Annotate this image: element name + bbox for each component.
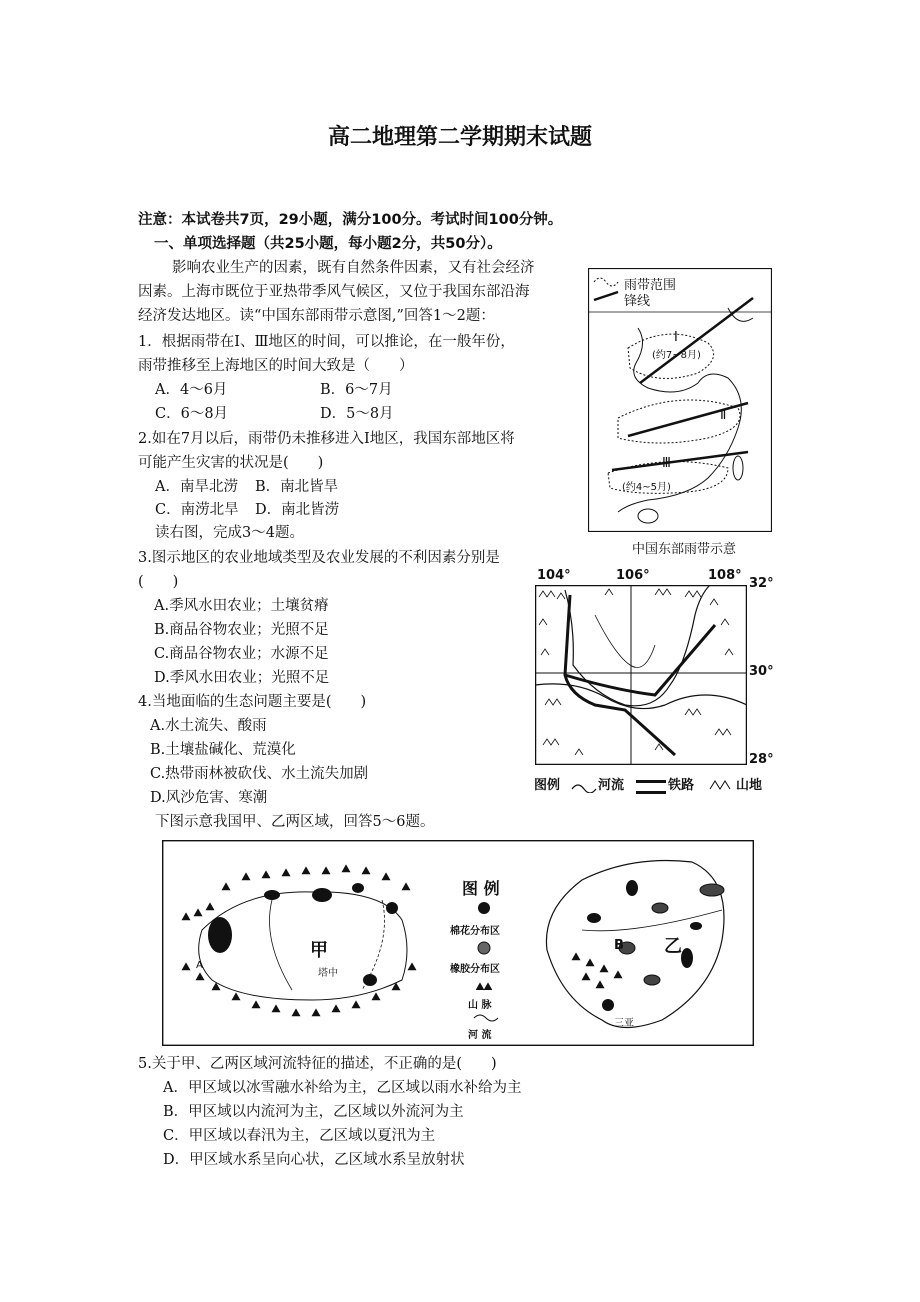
question-stem: ( ) <box>138 574 179 590</box>
question-stem: 1．根据雨带在Ⅰ、Ⅲ地区的时间，可以推论，在一般年份， <box>138 334 515 350</box>
region-yi-label: 乙 <box>664 936 682 957</box>
legend-railway: 铁路 <box>668 778 695 793</box>
legend-title: 图例 <box>534 778 561 793</box>
option-c[interactable]: C.热带雨林被砍伐、水土流失加剧 <box>150 766 369 782</box>
option-d[interactable]: D．甲区域水系呈向心状，乙区域水系呈放射状 <box>163 1152 465 1168</box>
option-a[interactable]: A．甲区域以冰雪融水补给为主，乙区域以雨水补给为主 <box>163 1080 522 1096</box>
region-time-i: (约7~8月) <box>652 350 701 361</box>
mountain-legend-icon <box>708 776 736 790</box>
instruction: 读右图，完成3～4题。 <box>155 525 304 541</box>
option-d[interactable]: D.风沙危害、寒潮 <box>150 790 268 806</box>
legend-mountain: 山地 <box>736 778 763 793</box>
option-c[interactable]: C．甲区域以春汛为主，乙区域以夏汛为主 <box>163 1128 436 1144</box>
legend-mountain-range: 山 脉 <box>468 1000 492 1011</box>
option-b[interactable]: B．甲区域以内流河为主，乙区域以外流河为主 <box>163 1104 464 1120</box>
option-a[interactable]: A.水土流失、酸雨 <box>150 718 267 734</box>
rain-belt-map <box>588 268 772 532</box>
option-d[interactable]: D．5～8月 <box>320 406 394 422</box>
region-label-ii: Ⅱ <box>720 408 727 423</box>
lat-label: 28° <box>749 752 774 767</box>
regions-map <box>162 840 754 1046</box>
legend-front: 锋线 <box>624 294 651 309</box>
section-heading: 一、单项选择题（共25小题，每小题2分，共50分）。 <box>154 236 502 252</box>
question-stem: 雨带推移至上海地区的时间大致是（ ） <box>138 358 414 374</box>
question-stem: 可能产生灾害的状况是( ) <box>138 455 324 471</box>
basin-map <box>535 585 747 765</box>
option-b[interactable]: B.商品谷物农业；光照不足 <box>154 622 329 638</box>
region-time-iii: (约4~5月) <box>622 482 671 493</box>
exam-notice: 注意：本试卷共7页，29小题，满分100分。考试时间100分钟。 <box>138 212 563 228</box>
sanya-label: 三亚 <box>614 1018 634 1029</box>
legend-rubber: 橡胶分布区 <box>450 964 500 975</box>
question-stem: 2.如在7月以后，雨带仍未推移进入Ⅰ地区，我国东部地区将 <box>138 431 515 447</box>
legend-river: 河 流 <box>468 1030 492 1041</box>
lat-label: 32° <box>749 576 774 591</box>
legend-cotton: 棉花分布区 <box>450 926 500 937</box>
option-c[interactable]: C.商品谷物农业；水源不足 <box>154 646 329 662</box>
option-a[interactable]: A．4～6月 <box>155 382 228 398</box>
legend-rain-belt: 雨带范围 <box>624 278 677 293</box>
tazhong-label: 塔中 <box>318 968 338 979</box>
lon-label: 106° <box>616 568 650 583</box>
question-stem: 3.图示地区的农业地域类型及农业发展的不利因素分别是 <box>138 550 500 566</box>
legend-title: 图 例 <box>462 879 500 898</box>
page-title: 高二地理第二学期期末试题 <box>327 125 592 150</box>
option-c[interactable]: C．南涝北旱 <box>155 502 239 518</box>
option-b[interactable]: B．南北皆旱 <box>255 479 339 495</box>
option-a[interactable]: A．南旱北涝 <box>155 479 238 495</box>
map-caption: 中国东部雨带示意 <box>632 542 737 557</box>
option-a[interactable]: A.季风水田农业；土壤贫瘠 <box>154 598 329 614</box>
river-legend-icon <box>570 778 598 790</box>
option-c[interactable]: C．6～8月 <box>155 406 229 422</box>
railway-legend-icon <box>636 780 666 794</box>
question-stem: 5.关于甲、乙两区域河流特征的描述，不正确的是( ) <box>138 1056 497 1072</box>
legend-river: 河流 <box>598 778 625 793</box>
region-label-iii: Ⅲ <box>662 456 671 471</box>
intro-line: 因素。上海市既位于亚热带季风气候区，又位于我国东部沿海 <box>138 284 530 300</box>
region-label-i: Ⅰ <box>674 330 678 345</box>
option-d[interactable]: D．南北皆涝 <box>255 502 340 518</box>
region-jia-label: 甲 <box>310 940 328 961</box>
lat-label: 30° <box>749 664 774 679</box>
point-a-label: A <box>196 960 203 971</box>
instruction: 下图示意我国甲、乙两区域，回答5～6题。 <box>155 814 435 830</box>
lon-label: 108° <box>708 568 742 583</box>
question-stem: 4.当地面临的生态问题主要是( ) <box>138 694 367 710</box>
point-b-label: B <box>614 938 624 953</box>
intro-line: 经济发达地区。读“中国东部雨带示意图,”回答1～2题： <box>138 308 495 324</box>
option-b[interactable]: B．6～7月 <box>320 382 393 398</box>
option-d[interactable]: D.季风水田农业；光照不足 <box>154 670 330 686</box>
intro-line: 影响农业生产的因素，既有自然条件因素，又有社会经济 <box>172 260 535 276</box>
option-b[interactable]: B.土壤盐碱化、荒漠化 <box>150 742 296 758</box>
lon-label: 104° <box>537 568 571 583</box>
